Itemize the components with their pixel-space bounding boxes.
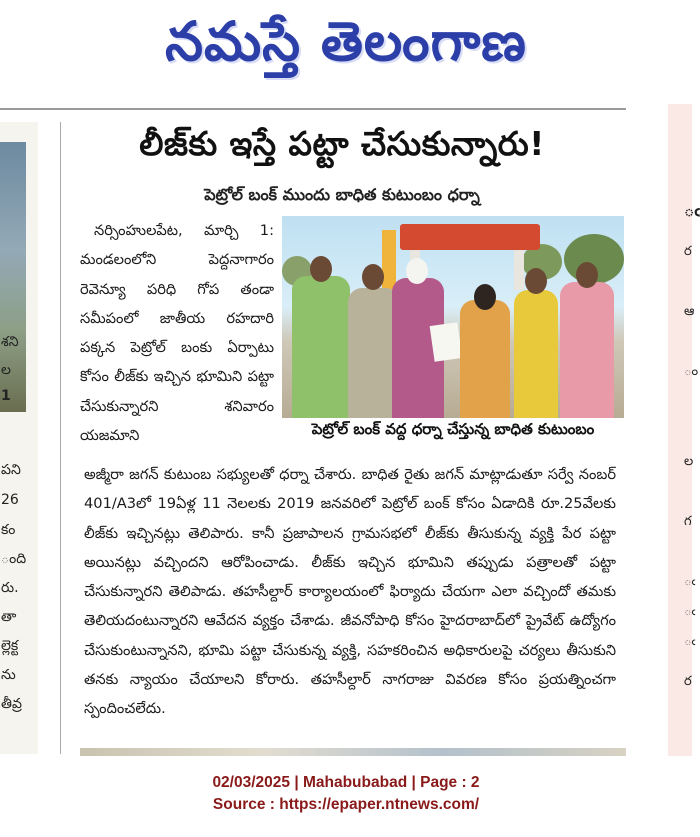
top-divider [0, 108, 626, 110]
left-fragment: కం [1, 522, 16, 538]
edition-info: 02/03/2025 | Mahabubabad | Page : 2 [212, 774, 480, 791]
article-photo [282, 216, 624, 418]
article-body-paragraph: అజ్మీరా జగన్ కుటుంబ సభ్యులతో ధర్నా చేశారు. బాధిత రైతు జగన్ మాట్లాడుతూ సర్వే నంబర్ 401/A3లో 19ఏళ్ల 11 నెలలకు 2019 జనవరిలో పెట్రోల్ బంక్ కోసం ఏడాదికి రూ.25వేలకు లీజ్‌కు ఇచ్చినట్లు తెలిపారు. కానీ ప్రజాపాలన గ్రామసభలో లీజ్‌కు తీసుకున్న వ్యక్తి పేర పట్టా అయినట్లు వచ్చిందని ఆరోపించాడు. లీజ్‌కు ఇచ్చిన భూమిని తప్పుడు పత్రాలతో పట్టా చేసుకున్నారని తెలిపాడు. తహసీల్దార్ కార్యాలయంలో ఫిర్యాదు చేయగా ఎలా వచ్చిందో తమకు తెలియదంటున్నారని ఆవేదన వ్యక్తం చేశాడు. జీవనోపాధి కోసం హైదరాబాద్‌లో ప్రైవేట్ ఉద్యోగం చేసుకుంటున్నానని, భూమి పట్టా చేసుకున్న వ్యక్తి, సహకరించిన అధికారులపై చర్యలు తీసుకుని తనకు న్యాయం చేయాలని కోరారు. తహసీల్దార్ నాగరాజు వివరణ కోసం ప్రయత్నించగా స్పందించలేదు. [84, 466, 616, 718]
right-fragment: ఁ [684, 200, 700, 221]
left-fragment: రు. [1, 580, 19, 596]
left-fragment: పని [1, 462, 21, 478]
right-fragment: ఆ [684, 304, 695, 319]
right-fragment: ర [684, 674, 692, 689]
article-headline: లీజ్‌కు ఇస్తే పట్టా చేసుకున్నారు! [139, 124, 545, 163]
left-fragment: తా [1, 609, 17, 625]
masthead [0, 0, 692, 92]
right-fragment: ం [684, 364, 699, 379]
article-lead-paragraph: నర్సింహులపేట, మార్చి 1: మండలంలోని పెద్దనాగారం రెవెన్యూ పరిధి గోప తండా సమీపంలో జాతీయ రహదారి పక్కన పెట్రోల్ బంకు ఏర్పాటు కోసం లీజ్‌కు ఇచ్చిన భూమిని పట్టా చేసుకున్నారని శనివారం యజమాని [80, 222, 274, 445]
right-fragment: ఁ [684, 574, 696, 589]
right-fragment: ఁ [684, 604, 696, 619]
next-article-strip [80, 748, 626, 756]
right-adjacent-column [668, 104, 700, 756]
right-fragment: ర [684, 244, 692, 259]
person [292, 276, 350, 418]
article-subheadline: పెట్రోల్ బంక్ ముందు బాధిత కుటుంబం ధర్నా [204, 185, 480, 204]
source-link[interactable]: Source : https://epaper.ntnews.com/ [212, 796, 480, 813]
left-fragment: 1 [1, 388, 11, 404]
article-lead-column [80, 216, 274, 450]
column-divider [60, 122, 61, 754]
article-body-column [84, 460, 616, 724]
left-fragment: ంది [1, 551, 27, 567]
document-held [430, 322, 463, 362]
left-fragment: తీవ్ర [1, 696, 22, 712]
newspaper-title: నమస్తే తెలంగాణ [165, 10, 527, 73]
left-adjacent-column [0, 122, 38, 754]
right-fragment: ల [684, 454, 694, 469]
left-fragment: ల్లెక్ట [1, 638, 19, 654]
left-fragment: ల [1, 362, 11, 378]
person [560, 282, 614, 418]
left-fragment: శని [1, 334, 19, 350]
left-fragment: 26 [1, 492, 19, 508]
petrol-bunk-canopy [400, 224, 540, 250]
person [460, 300, 510, 418]
right-fragment: ఁ [684, 634, 696, 649]
person [514, 290, 558, 418]
right-fragment: గ [684, 514, 692, 529]
photo-caption: పెట్రోల్ బంక్ వద్ద ధర్నా చేస్తున్న బాధిత కుటుంబం [311, 420, 595, 438]
left-fragment: ను [1, 667, 16, 683]
page-footer [0, 772, 692, 816]
